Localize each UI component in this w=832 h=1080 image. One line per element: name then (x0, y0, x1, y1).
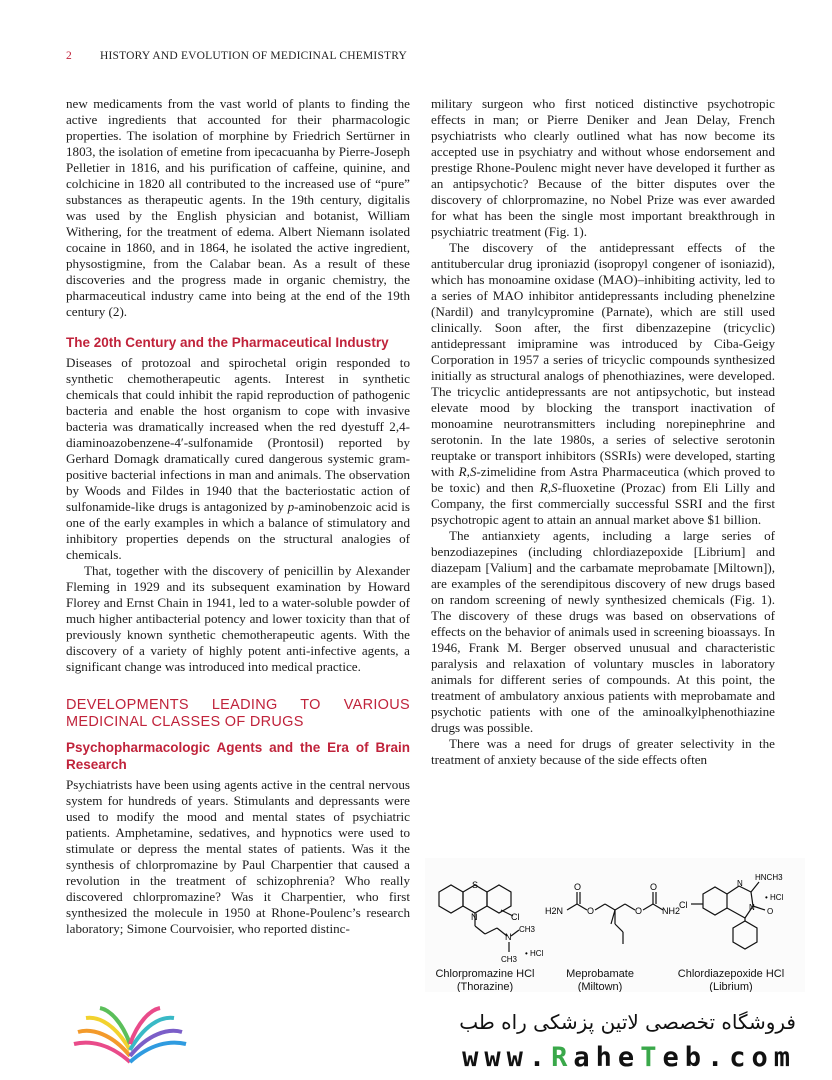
paragraph: There was a need for drugs of greater selectivity in the treatment of anxiety because of the side effects often (431, 736, 775, 767)
figure-1-structures (425, 858, 805, 992)
atom-label: NH2 (662, 906, 681, 916)
paragraph: new medicaments from the vast world of plants to finding the active ingredients that accounted for their pharmacologic properties. The isolation of morphine by Friedrich Sertürner in 1803, the isolation of emetine from ipecacuanha by Pierre-Joseph Pelletier in 1816, and his purification of caffeine, quinine, and colchicine in 1820 all contributed to the increased use of “pure” substances as therapeutic agents. In the 19th century, digitalis was used by the English physician and botanist, William Withering, for the treatment of edema. Albert Niemann isolated cocaine in 1860, and in 1864, he isolated the active ingredient, physostigmine, from the Calabar bean. As a result of these discoveries and the progress made in organic chemistry, the pharmaceutical industry came into being at the end of the 19th century (2). (66, 96, 410, 319)
atom-label: HNCH3 (755, 873, 783, 882)
atom-label: O (650, 882, 658, 892)
atom-label: • HCl (765, 893, 784, 902)
meprobamate-structure (537, 870, 687, 968)
major-heading-developments: DEVELOPMENTS LEADING TO VARIOUS MEDICINAL CLASSES OF DRUGS (66, 697, 410, 730)
figure-caption-meprobamate: Meprobamate (Miltown) (566, 968, 634, 992)
atom-label: O (574, 882, 582, 892)
atom-label: N (505, 932, 512, 942)
atom-label: N (471, 912, 478, 922)
atom-label: O (587, 906, 595, 916)
figure-caption-chlordiazepoxide: Chlordiazepoxide HCl (Librium) (677, 968, 785, 992)
running-header (66, 50, 407, 62)
atom-label: N (749, 903, 755, 912)
chlordiazepoxide-structure (675, 870, 803, 968)
paragraph: That, together with the discovery of penicillin by Alexander Fleming in 1929 and its subsequent examination by Howard Florey and Ernst Chain in 1941, led to a water-soluble powder of much higher antibacterial potency and lower toxicity than that of previously known synthetic chemotherapeutic agents. With the discovery of a variety of highly potent anti-infective agents, a significant change was introduced into medical practice. (66, 563, 410, 674)
atom-label: • HCl (525, 949, 544, 958)
paragraph: military surgeon who first noticed distinctive psychotropic effects in man; or Pierre Deniker and Jean Delay, French psychiatrists who clearly outlined what has now become its accepted use in psychiatry and without whose endorsement and prestige Rhone-Poulenc might never have developed it further as an antipsychotic? Because of the bitter disputes over the discovery of chlorpromazine, no Nobel Prize was ever awarded for what has been the single most important breakthrough in psychiatric treatment (Fig. 1). (431, 96, 775, 239)
atom-label: N (737, 879, 743, 888)
running-title: HISTORY AND EVOLUTION OF MEDICINAL CHEMISTRY (99, 50, 408, 62)
atom-label: Cl (679, 900, 688, 910)
left-column (66, 96, 410, 937)
atom-label: H2N (545, 906, 564, 916)
atom-label: O (635, 906, 643, 916)
right-column (431, 96, 775, 768)
paragraph: The antianxiety agents, including a large series of benzodiazepines (including chlordiazepoxide [Librium] and diazepam [Valium] and the carbamate meprobamate [Miltown]), are examples of the serendipitous discovery of new drugs based on random screening of newly synthesized chemicals (Fig. 1). The discovery of these drugs was based on observations of effects on the behavior of animals used in screening bioassays. In 1946, Frank M. Berger observed unusual and characteristic paralysis and relaxation of voluntary muscles in laboratory animals for different series of compounds. At this point, the treatment of ambulatory anxious patients with meprobamate and psychotic patients with one of the aminoalkylphenothiazine drugs was possible. (431, 528, 775, 735)
watermark-footer (0, 992, 832, 1080)
atom-label: CH3 (519, 925, 536, 934)
atom-label: Cl (511, 912, 520, 922)
open-book-logo-icon (70, 1004, 190, 1066)
atom-label: O (767, 907, 774, 916)
atom-label: CH3 (501, 955, 518, 964)
section-heading-psychopharmacologic: Psychopharmacologic Agents and the Era of Brain Research (66, 740, 410, 772)
atom-label: S (472, 880, 479, 890)
paragraph: The discovery of the antidepressant effects of the antitubercular drug iproniazid (isopropyl congener of isoniazid), which has monoamine oxidase (MAO)–inhibiting activity, led to a series of MAO inhibitor antidepressants including phenelzine (Nardil) and tranylcypromine (Parnate), which are still used clinically. Soon after, the first dibenzazepine (tricyclic) antidepressant imipramine was introduced by Ciba-Geigy Corporation in 1957 a series of tricyclic compounds synthesized initially as structural analogs of phenothiazines, were developed. The tricyclic antidepressants are not antipsychotic, but instead elevate mood by blocking the transport inactivation of monoamine neurotransmitters including norepinephrine and serotonin. In the late 1980s, a series of selective serotonin reuptake or transport inhibitors (SSRIs) were developed, starting with R,S-zimelidine from Astra Pharmaceutica (which proved to be toxic) and then R,S-fluoxetine (Prozac) from Eli Lilly and Company, the first commercially successful SSRI and the first psychotropic agent to attain an annual market above $1 billion. (431, 240, 775, 527)
page-number: 2 (66, 50, 72, 62)
paragraph: Psychiatrists have been using agents active in the central nervous system for hundreds of years. Stimulants and depressants were used to modify the mood and mental states of psychiatric patients. Amphetamine, sedatives, and hypnotics were used to stimulate or depress the mental states of patients. Was it the synthesis of chlorpromazine by Paul Charpentier that caused a revolution in the treatment of schizophrenia? Who really discovered chlorpromazine? Was it Charpentier, who first synthesized the molecule in 1950 at Rhone-Poulenc’s research laboratory; Simone Courvoisier, who reported distinc- (66, 777, 410, 936)
figure-caption-chlorpromazine: Chlorpromazine HCl (Thorazine) (435, 968, 535, 992)
section-heading-20th-century: The 20th Century and the Pharmaceutical Industry (66, 335, 389, 350)
shop-name: فروشگاه تخصصی لاتین پزشکی راه طب (459, 1010, 796, 1034)
shop-url: www.RaheTeb.com (462, 1042, 796, 1073)
paragraph: Diseases of protozoal and spirochetal origin responded to synthetic chemotherapeutic agents. Interest in synthetic chemicals that could inhibit the rapid reproduction of pathogenic bacteria and enable the host organism to cope with invasive bacteria was dramatically increased when the red dyestuff 2,4-diaminoazobenzene-4′-sulfonamide (Prontosil) reported by Gerhard Domagk dramatically cured dangerous systemic gram-positive bacterial infections in man and animals. The observation by Woods and Fildes in 1940 that the bacteriostatic action of sulfonamide-like drugs is antagonized by p-aminobenzoic acid is one of the early examples in which a balance of stimulatory and inhibitory properties depends on the structural analogies of chemicals. (66, 355, 410, 562)
